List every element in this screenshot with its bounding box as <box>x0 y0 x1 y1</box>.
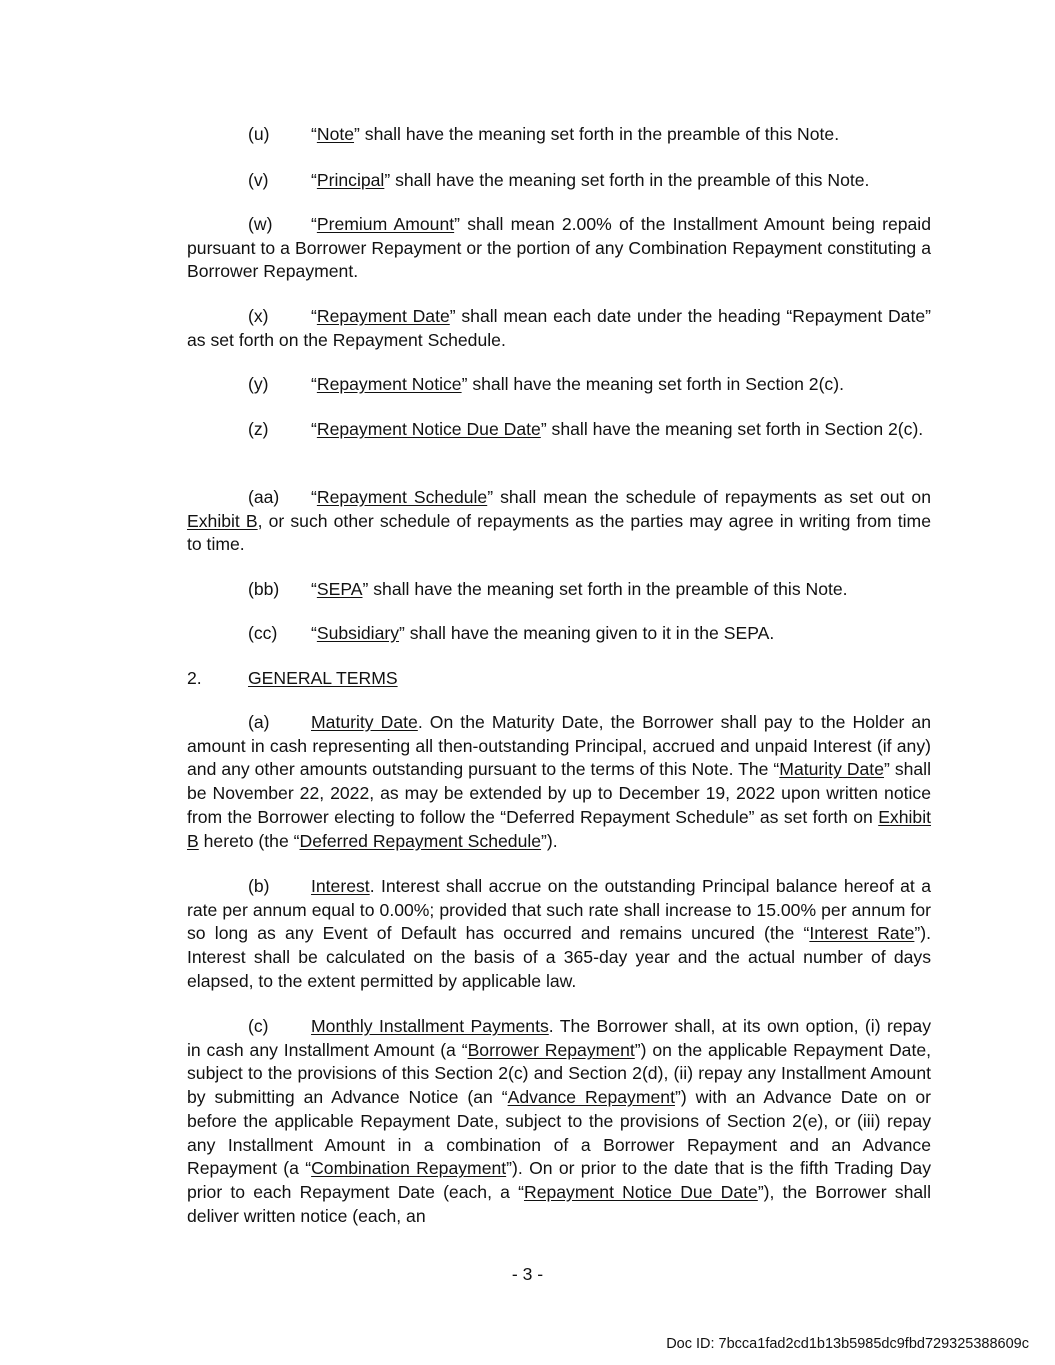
defined-term: Premium Amount <box>316 214 455 234</box>
defined-term: GENERAL TERMS <box>248 668 398 688</box>
text-segment: ”). On or prior to the date that is the fifth Trading Day prior to each Repayment Date (each, a “ <box>187 1158 931 1202</box>
defined-term: Interest <box>311 876 370 896</box>
defined-term: Repayment Notice Due Date <box>523 1181 758 1202</box>
text-segment: ” shall have the meaning set forth in the preamble of this Note. <box>354 124 840 144</box>
paragraph-label: (y) <box>248 374 269 394</box>
text-segment: “ <box>311 170 317 190</box>
paragraph-label: (w) <box>248 214 273 234</box>
text-segment: ” shall have the meaning set forth in Section 2(c). <box>540 419 924 439</box>
paragraph <box>187 875 931 994</box>
paragraph-label: (v) <box>248 170 269 190</box>
text-segment: ”), the Borrower shall deliver written notice (each, an <box>187 1181 931 1226</box>
paragraph <box>187 213 931 284</box>
defined-term: SEPA <box>316 579 363 599</box>
defined-term: Note <box>316 124 355 144</box>
defined-term: Repayment Schedule <box>316 487 488 507</box>
text-segment: ”) on the applicable Repayment Date, subject to the provisions of this Section 2(c) and Section 2(d), (ii) repay any Installment Amount by submitting an Advance Notice (an “ <box>187 1039 932 1108</box>
paragraph <box>187 622 931 646</box>
text-segment: “ <box>311 419 317 439</box>
defined-term: Exhibit B <box>187 806 931 851</box>
paragraph-label: (cc) <box>248 623 278 643</box>
text-segment: ”) with an Advance Date on or before the applicable Repayment Date, subject to the provisions of Section 2(e), or (iii) repay any Installment Amount in a combination of a Borrower Repayment and an Advance Repayment (a “ <box>187 1087 932 1179</box>
text-segment: ” shall have the meaning set forth in the preamble of this Note. <box>362 579 848 599</box>
text-segment: “ <box>311 623 317 643</box>
paragraph-label: (x) <box>248 306 269 326</box>
paragraph <box>187 418 931 442</box>
defined-term: Principal <box>316 170 385 190</box>
paragraph-label: 2. <box>187 668 202 688</box>
text-segment: ” shall have the meaning set forth in Section 2(c). <box>461 374 844 394</box>
defined-term: Advance Repayment <box>507 1087 675 1108</box>
text-segment: “ <box>311 306 317 326</box>
defined-term: Maturity Date <box>779 759 884 780</box>
paragraph <box>187 169 931 193</box>
text-segment: , or such other schedule of repayments as the parties may agree in writing from time to time. <box>187 510 931 555</box>
text-segment: . Interest shall accrue on the outstanding Principal balance hereof at a rate per annum equal to 0.00%; provided that such rate shall increase to 15.00% per annum for so long as any Event of Default has occurred and remains uncured (the “ <box>187 876 931 944</box>
paragraph-label: (aa) <box>248 487 280 507</box>
defined-term: Repayment Notice <box>316 374 462 394</box>
paragraph-label: (c) <box>248 1016 269 1036</box>
text-segment: ” shall mean 2.00% of the Installment Amount being repaid pursuant to a Borrower Repayment or the portion of any Combination Repayment constituting a Borrower Repayment. <box>187 214 931 282</box>
text-segment: ” shall mean the schedule of repayments as set out on <box>487 487 931 507</box>
defined-term: Subsidiary <box>316 623 400 643</box>
defined-term: Repayment Date <box>316 306 450 326</box>
paragraph <box>187 711 931 853</box>
paragraph <box>187 486 931 557</box>
defined-term: Borrower Repayment <box>467 1039 635 1060</box>
paragraph <box>187 373 931 397</box>
defined-term: Combination Repayment <box>311 1158 507 1179</box>
text-segment: ”). Interest shall be calculated on the basis of a 365-day year and the actual number of days elapsed, to the extent permitted by applicable law. <box>187 923 931 991</box>
defined-term: Deferred Repayment Schedule <box>299 830 542 851</box>
page-number: - 3 - <box>511 1264 544 1284</box>
paragraph <box>187 1015 931 1228</box>
paragraph-label: (u) <box>248 124 270 144</box>
section-heading <box>187 667 931 691</box>
text-segment: “ <box>311 374 317 394</box>
text-segment: ” shall have the meaning given to it in the SEPA. <box>399 623 775 643</box>
text-segment: ”). <box>541 830 558 851</box>
paragraph-label: (bb) <box>248 579 280 599</box>
paragraph <box>187 578 931 602</box>
defined-term: Interest Rate <box>809 923 915 944</box>
text-segment: hereto (the “ <box>198 830 300 851</box>
text-segment: ” shall mean each date under the heading “Repayment Date” as set forth on the Repayment Schedule. <box>187 306 931 350</box>
paragraph-label: (z) <box>248 419 269 439</box>
text-segment: “ <box>311 124 317 144</box>
text-segment: ” shall be November 22, 2022, as may be extended by up to December 19, 2022 upon written notice from the Borrower electing to follow the “Deferred Repayment Schedule” as set forth on <box>187 759 932 827</box>
paragraph-label: (a) <box>248 712 270 732</box>
paragraph <box>187 123 931 147</box>
defined-term: Maturity Date <box>311 712 418 732</box>
text-segment: “ <box>311 214 317 234</box>
doc-id: Doc ID: 7bcca1fad2cd1b13b5985dc9fbd729325388609c <box>666 1336 1029 1352</box>
text-segment: ” shall have the meaning set forth in the preamble of this Note. <box>384 170 870 190</box>
paragraph <box>187 305 931 352</box>
paragraph-label: (b) <box>248 876 270 896</box>
defined-term: Monthly Installment Payments <box>311 1016 549 1036</box>
defined-term: Repayment Notice Due Date <box>316 419 541 439</box>
defined-term: Exhibit B <box>187 510 258 531</box>
text-segment: . The Borrower shall, at its own option, (i) repay in cash any Installment Amount (a “ <box>187 1016 932 1060</box>
text-segment: “ <box>311 487 317 507</box>
text-segment: “ <box>311 579 317 599</box>
text-segment: . On the Maturity Date, the Borrower shall pay to the Holder an amount in cash representing all then-outstanding Principal, accrued and unpaid Interest (if any) and any other amounts outstanding pursuant to the terms of this Note. The “ <box>187 712 932 780</box>
